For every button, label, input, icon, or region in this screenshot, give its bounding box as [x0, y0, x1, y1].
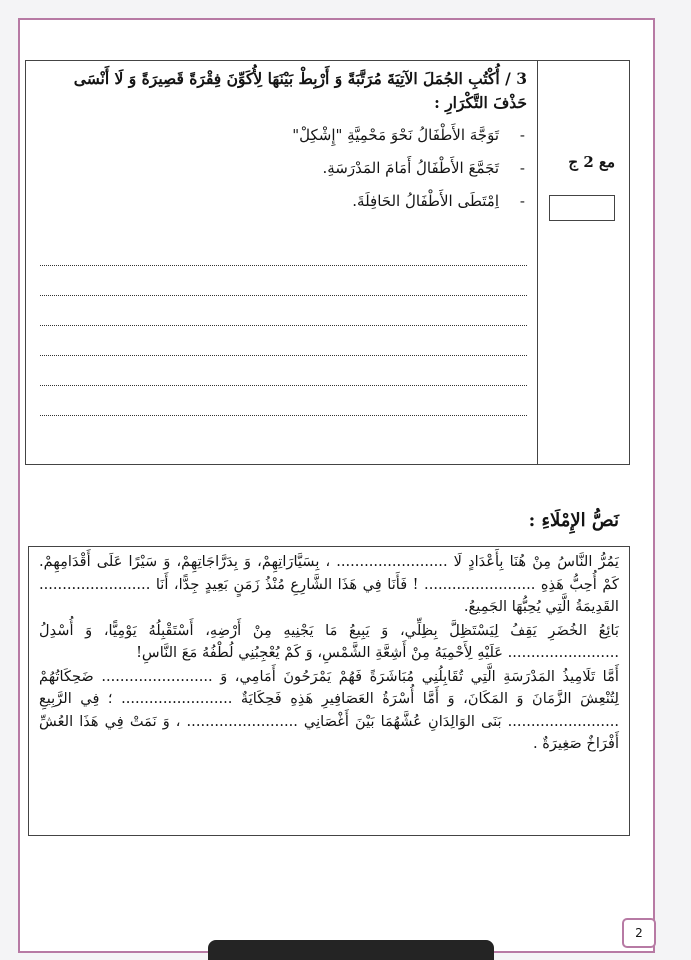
- answer-line[interactable]: [40, 236, 527, 266]
- answer-line[interactable]: [40, 356, 527, 386]
- answer-line[interactable]: [40, 296, 527, 326]
- dictation-title: نَصُّ الإِمْلَاءِ :: [528, 510, 619, 531]
- exercise-content: [26, 61, 537, 464]
- answer-line[interactable]: [40, 326, 527, 356]
- sentence-item: - تَجَمَّعَ الأَطْفَالُ أَمَامَ المَدْرَسَةِ.: [38, 152, 527, 185]
- answer-line[interactable]: [40, 386, 527, 416]
- exercise-instruction: 3 / أُكْتُبِ الجُمَلَ الآتِيَةَ مُرَتَّبَةً وَ أَرْبِطْ بَيْنَهَا لِأُكَوِّنَ فِقْرَةً قَصِيرَةً وَ لَا أَنْسَى حَذْفَ التَّكْرَارِ :: [73, 69, 527, 112]
- exercise-box: [25, 60, 630, 465]
- score-column: [537, 61, 629, 464]
- page-number: 2: [622, 918, 656, 948]
- answer-line[interactable]: [40, 266, 527, 296]
- criterion-label: مع 2 ج: [568, 153, 615, 171]
- dictation-paragraph: يَمُرُّ النَّاسُ مِنْ هُنَا بِأَعْدَادٍ لَا ........................ ، بِسَيَّارَاتِهِمْ، وَ بِدَرَّاجَاتِهِمْ، وَ سَيْرًا عَلَى أَقْدَامِهِمْ. كَمْ أُحِبُّ هَذِهِ ........................ ! فَأَنَا فِي هَذَا الشَّارِعِ مُنْذُ زَمَنٍ بَعِيدٍ جِدًّا، أَنَا ........................ القَدِيمَةُ الَّتِي يُحِبُّهَا الجَمِيعُ.: [39, 553, 619, 615]
- bottom-bar: [208, 940, 494, 960]
- answer-lines: [38, 236, 527, 416]
- dictation-paragraph: أَمَّا تَلَامِيذُ المَدْرَسَةِ الَّتِي تُقَابِلُنِي مُبَاشَرَةً فَهُمْ يَمْرَحُونَ أَمَامِي، وَ ........................ ضَحِكَاتُهُمْ لِتُنْعِشَ الزَّمَانَ وَ المَكَانَ، وَ أَمَّا أُسْرَةُ العَصَافِيرِ هَذِهِ فَحِكَايَةٌ ........................ ؛ فِي الرَّبِيعِ ........................ بَنَى الوَالِدَانِ عُشَّهُمَا بَيْنَ أَغْصَانِي ........................ ، وَ نَمَتْ فِي هَذَا العُشِّ أَفْرَاخٌ صَغِيرَةٌ .: [39, 667, 619, 752]
- sentence-list: [38, 119, 527, 218]
- dictation-paragraph: بَائِعُ الخُضَرِ يَقِفُ لِيَسْتَظِلَّ بِظِلِّي، وَ يَبِيعُ مَا يَجْنِيهِ مِنْ أَرْضِهِ، أَسْتَقْبِلُهُ يَوْمِيًّا، وَ أُسْدِلُ ........................ عَلَيْهِ لِأَحْمِيَهُ مِنْ أَشِعَّةِ الشَّمْسِ، وَ كَمْ يُعْجِبُنِي لُطْفُهُ مَعَ النَّاسِ!: [39, 621, 619, 661]
- score-box[interactable]: [549, 195, 615, 221]
- dictation-box: [28, 546, 630, 836]
- sentence-item: - تَوَجَّهَ الأَطْفَالُ نَحْوَ مَحْمِيَّةِ "إِشْكِلْ": [38, 119, 527, 152]
- sentence-item: - اِمْتَطَى الأَطْفَالُ الحَافِلَةَ.: [38, 185, 527, 218]
